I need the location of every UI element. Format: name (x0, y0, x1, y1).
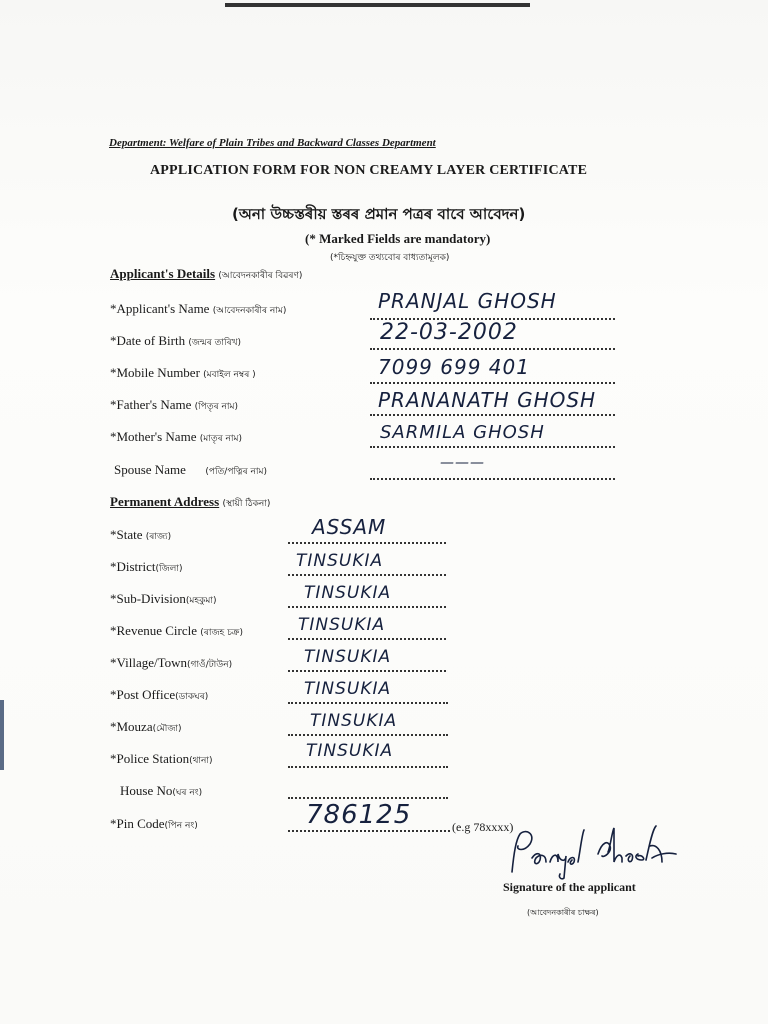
mouza-line (288, 732, 448, 736)
department-heading: Department: Welfare of Plain Tribes and Backward Classes Department (109, 137, 436, 149)
revenue-circle-value: TINSUKIA (298, 615, 386, 635)
date-of-birth-label: *Date of Birth (জন্মৰ তাৰিখ) (110, 333, 242, 348)
police-station-label: *Police Station(থানা) (110, 751, 213, 766)
scan-left-edge (0, 700, 4, 770)
mandatory-note-assamese: (*চিহ্নযুক্ত তথ্যবোৰ বাধ্যতামূলক) (330, 253, 450, 263)
applicant-details-title-assamese: (আবেদনকাৰীৰ বিৱৰণ) (218, 271, 303, 281)
house-no-label: House No(ঘৰ নং) (120, 783, 203, 798)
district-line (288, 572, 446, 576)
mother-name-value: SARMILA GHOSH (380, 422, 545, 443)
mouza-label: *Mouza(মৌজা) (110, 719, 182, 734)
permanent-address-title-assamese: (স্থায়ী ঠিকনা) (222, 499, 271, 509)
police-station-value: TINSUKIA (306, 741, 394, 761)
father-name-label: *Father's Name (পিতৃৰ নাম) (110, 397, 239, 412)
mother-name-line (370, 444, 615, 448)
house-no-line (288, 795, 448, 799)
date-of-birth-line (370, 346, 615, 350)
state-line (288, 540, 446, 544)
sub-division-line (288, 604, 446, 608)
scan-top-edge (225, 3, 530, 7)
police-station-line (288, 764, 448, 768)
state-label: *State (ৰাজ্য) (110, 527, 172, 542)
mouza-value: TINSUKIA (310, 711, 398, 731)
state-value: ASSAM (312, 515, 387, 539)
village-town-label: *Village/Town(গাওঁ/টাউন) (110, 655, 233, 670)
applicant-signature (506, 822, 686, 882)
father-name-value: PRANANATH GHOSH (378, 388, 597, 412)
village-town-line (288, 668, 446, 672)
applicant-details-title: Applicant's Details (110, 266, 216, 281)
pin-code-value: 786125 (306, 800, 412, 830)
form-title-assamese: (অনা উচ্চস্তৰীয় স্তৰৰ প্ৰমান পত্ৰৰ বাবে আবেদন) (232, 205, 526, 223)
post-office-label: *Post Office(ডাকঘৰ) (110, 687, 209, 702)
applicant-details-heading (110, 266, 302, 283)
applicant-name-label: *Applicant's Name (আবেদনকাৰীৰ নাম) (110, 301, 287, 316)
revenue-circle-label: *Revenue Circle (ৰাজহ চক্ৰ) (110, 623, 243, 638)
revenue-circle-line (288, 636, 446, 640)
signature-label: Signature of the applicant (503, 880, 636, 894)
mobile-number-value: 7099 699 401 (378, 355, 530, 379)
post-office-line (288, 700, 448, 704)
father-name-line (370, 412, 615, 416)
signature-label-assamese: (আবেদনকাৰীৰ চাক্ষৰ) (527, 908, 599, 917)
permanent-address-title: Permanent Address (110, 494, 220, 509)
district-value: TINSUKIA (296, 551, 384, 571)
spouse-name-label: Spouse Name (পতি/পত্নিৰ নাম) (114, 462, 268, 477)
village-town-value: TINSUKIA (304, 647, 392, 667)
pin-code-label: *Pin Code(পিন নং) (110, 816, 198, 831)
form-title: APPLICATION FORM FOR NON CREAMY LAYER CERTIFICATE (150, 163, 588, 178)
mandatory-note: (* Marked Fields are mandatory) (305, 231, 491, 246)
applicant-name-value: PRANJAL GHOSH (378, 289, 557, 313)
spouse-name-value: ——— (440, 455, 485, 471)
district-label: *District(জিলা) (110, 559, 183, 574)
post-office-value: TINSUKIA (304, 679, 392, 699)
sub-division-label: *Sub-Division(মহকুমা) (110, 591, 217, 606)
permanent-address-heading (110, 494, 270, 511)
date-of-birth-value: 22-03-2002 (380, 320, 518, 345)
mother-name-label: *Mother's Name (মাতৃৰ নাম) (110, 429, 243, 444)
spouse-name-line (370, 476, 615, 480)
pin-code-example: (e.g 78xxxx) (452, 820, 514, 834)
sub-division-value: TINSUKIA (304, 583, 392, 603)
mobile-number-label: *Mobile Number (মবাইল নম্বৰ ) (110, 365, 256, 380)
mobile-number-line (370, 380, 615, 384)
